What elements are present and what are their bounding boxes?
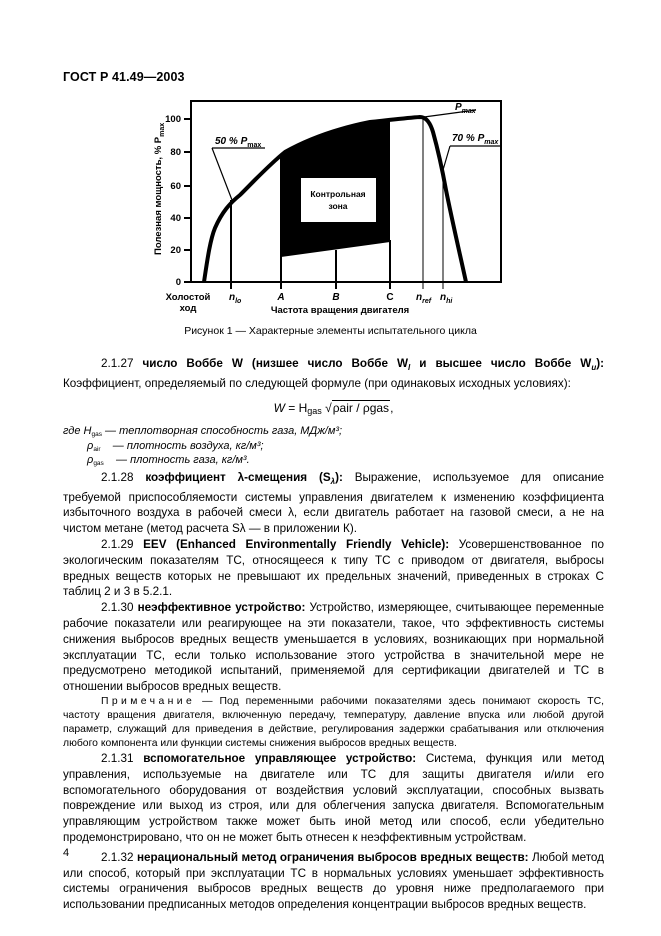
xtick-nref: $n_{ref}$ bbox=[416, 292, 432, 305]
formula-legend: где $H_{gas}$ — теплотворная способность газа, МДж/м³; $\rho_{air}$ — плотность воздуха, кг/м³; $\rho_{gas}$ — плотность газа, кг/м³. bbox=[63, 425, 343, 468]
section-2-1-32: 2.1.32 нерациональный метод ограничения выбросов вредных веществ: Любой метод или способ, который при эксплуатации ТС в нормальных условиях уменьшает эффективность системы ограничения выбросов вредных веществ до уровня ниже предполагаемого при использовании предписанных методов определения концентрации выбросов вредных веществ. bbox=[63, 850, 604, 912]
ytick-20: 20 bbox=[170, 245, 181, 256]
section-2-1-29: 2.1.29 EEV (Enhanced Environmentally Friendly Vehicle): Усовершенствованное по экологическим показателям ТС, относящееся к типу ТС с приводом от двигателя, выбросы вредных веществ которых не превышают их предельных значений, приведенных в строках С таблиц 2 и 3 в 5.2.1. bbox=[63, 538, 605, 599]
section-2-1-27: 2.1.27 число Воббе W (низшее число Воббе $W_l$ и высшее число Воббе $W_u$): Коэффициент, определяемый по следующей формуле (при одинаковых исходных условиях): bbox=[63, 357, 604, 390]
ytick-100: 100 bbox=[165, 114, 181, 125]
xtick-A: A bbox=[277, 292, 285, 303]
document-body bbox=[63, 356, 604, 913]
x-axis-label: Частота вращения двигателя bbox=[270, 305, 410, 316]
xtick-nlo: $n_{lo}$ bbox=[229, 292, 242, 305]
ytick-0: 0 bbox=[175, 277, 181, 288]
ytick-60: 60 bbox=[170, 181, 181, 192]
note: Примечание — Под переменными рабочими показателями здесь понимают скорость ТС, частоту вращения двигателя, включенную передачу, температуру, давление впуска или любой другой параметр, служащий для приведения в действие, регулирования задержки срабатывания или отключения любого компонента или функции системы снижения выбросов вредных веществ. bbox=[63, 696, 604, 750]
document-code: ГОСТ Р 41.49—2003 bbox=[63, 70, 185, 84]
section-2-1-31: 2.1.31 вспомогательное управляющее устройство: Система, функция или метод управления, используемые на двигателе или ТС для защиты двигателя и/или его вспомогательного оборудования от воздействия условий эксплуатации, способных вызвать повреждение или выход из строя, или для облегчения запуска двигателя. Вспомогательным управляющим устройством также может быть иной метод или способ, если убедительно продемонстрировано, что он не может быть отнесен к неэффективным устройствам. bbox=[63, 752, 605, 845]
control-zone-label-box bbox=[301, 178, 376, 222]
figure-caption: Рисунок 1 — Характерные элементы испытательного цикла bbox=[184, 325, 477, 337]
figure-characteristic-cycle bbox=[0, 0, 661, 350]
xtick-idle-1: Холостой bbox=[165, 292, 211, 303]
ytick-80: 80 bbox=[170, 147, 181, 158]
xtick-C: C bbox=[386, 292, 394, 303]
annotation-50-pmax: 50 % $P_{max}$ bbox=[215, 136, 262, 149]
xtick-B: B bbox=[332, 292, 340, 303]
control-zone-label-1: Контрольная bbox=[310, 189, 366, 199]
wobbe-formula: W = Hgas √ρair / ρgas, bbox=[273, 400, 394, 416]
y-axis-label: Полезная мощность, % $P_{max}$ bbox=[153, 122, 166, 255]
xtick-nhi: $n_{hi}$ bbox=[440, 292, 453, 305]
annotation-pmax: $P_{max}$ bbox=[455, 102, 476, 115]
control-zone-label-2: зона bbox=[328, 201, 348, 211]
xtick-idle-2: ход bbox=[179, 303, 197, 314]
page-number: 4 bbox=[63, 847, 70, 859]
annotation-70-pmax: 70 % $P_{max}$ bbox=[452, 133, 499, 146]
ytick-40: 40 bbox=[170, 213, 181, 224]
section-2-1-28: 2.1.28 коэффициент λ-смещения $(S_\lambda)$: Выражение, используемое для описание требуемой приспособляемости системы управления двигателем к изменению коэффициента избыточного воздуха в рабочей смеси λ, если двигатель работает на газовой смеси, а не на чистом метане (метод расчета Sλ — в приложении К). bbox=[63, 470, 605, 536]
section-2-1-30: 2.1.30 неэффективное устройство: Устройство, измеряющее, считывающее переменные рабочие показатели или реагирующее на эти показатели, такое, что эффективность системы снижения выбросов вредных веществ уменьшается в условиях, возникающих при нормальной эксплуатации ТС, если только использование этого устройства в значительной мере не предусмотрено методикой испытаний, применяемой для сертификации двигателей и ТС в отношении выбросов вредных веществ. bbox=[63, 601, 604, 694]
